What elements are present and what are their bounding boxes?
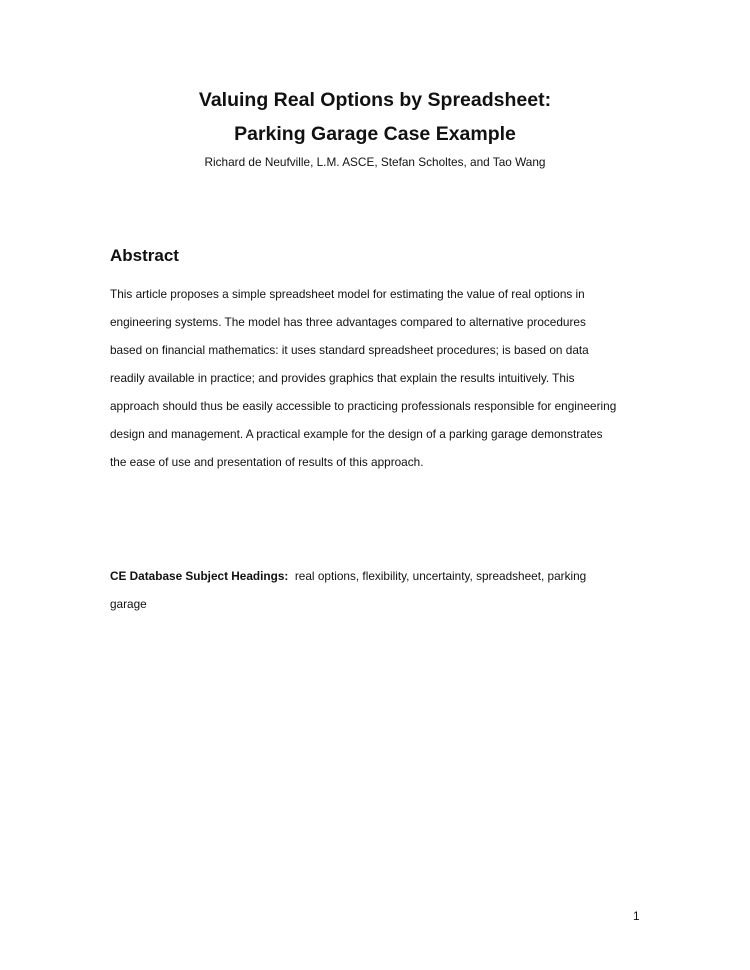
abstract-body [110,286,650,482]
abstract-heading: Abstract [110,246,179,265]
abstract-line: readily available in practice; and provides graphics that explain the results intuitively. This [110,371,575,385]
paper-title-line-2: Parking Garage Case Example [234,123,516,145]
subject-headings-line-1 [110,568,650,596]
subject-headings-line-2: garage [110,597,147,611]
subject-headings [110,568,650,624]
abstract-line: engineering systems. The model has three advantages compared to alternative procedures [110,315,586,329]
abstract-line: approach should thus be easily accessible to practicing professionals responsible for engineering [110,399,617,413]
abstract-line: the ease of use and presentation of results of this approach. [110,455,424,469]
abstract-line: design and management. A practical example for the design of a parking garage demonstrates [110,427,603,441]
abstract-line: This article proposes a simple spreadsheet model for estimating the value of real options in [110,287,585,301]
paper-title-line-1: Valuing Real Options by Spreadsheet: [198,89,552,111]
subject-headings-label: CE Database Subject Headings: [110,569,289,583]
page-number: 1 [633,909,640,923]
subject-headings-values: real options, flexibility, uncertainty, spreadsheet, parking [288,569,587,583]
abstract-line: based on financial mathematics: it uses standard spreadsheet procedures; is based on data [110,343,589,357]
authors-line: Richard de Neufville, L.M. ASCE, Stefan Scholtes, and Tao Wang [204,155,546,169]
